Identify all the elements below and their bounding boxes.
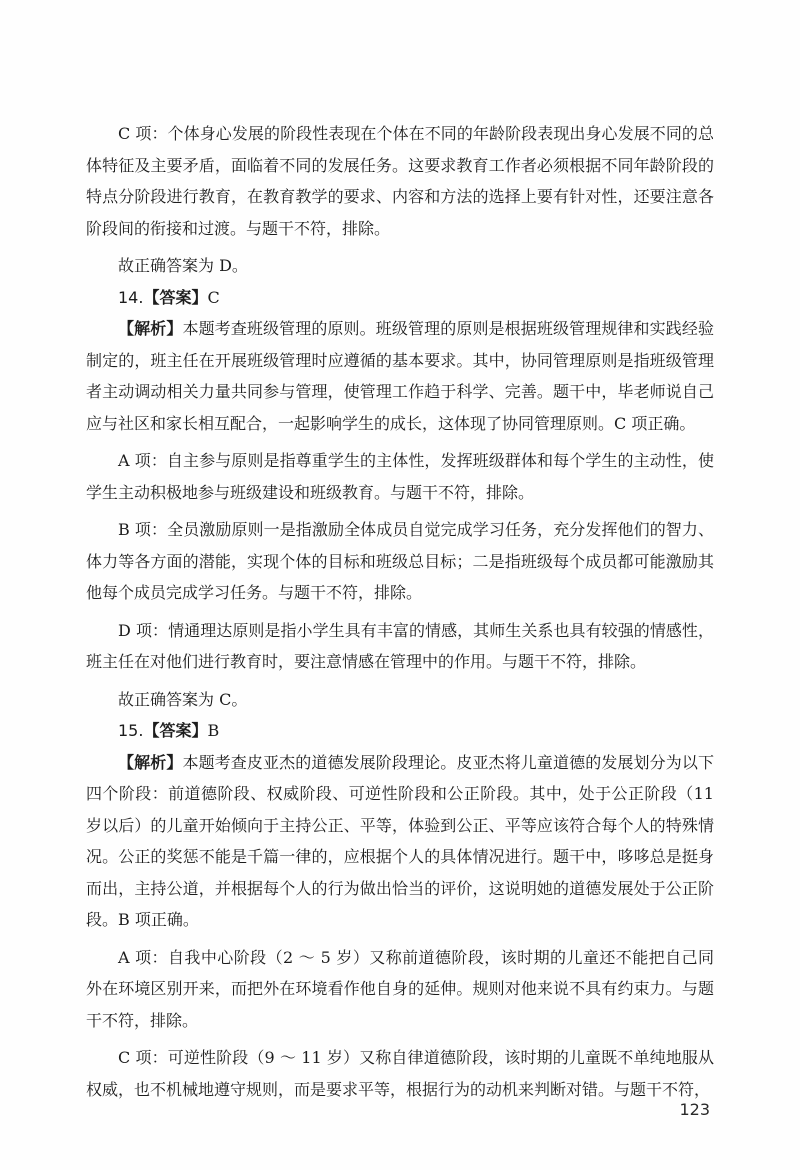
answer-label: 【答案】 xyxy=(143,287,208,307)
paragraph-answer-c xyxy=(86,684,714,716)
question-15-answer xyxy=(86,715,714,747)
answer-label: 【答案】 xyxy=(143,721,208,740)
paragraph-option-d xyxy=(86,615,714,678)
analysis-label: 【解析】 xyxy=(118,319,183,338)
paragraph-text: 本题考查皮亚杰的道德发展阶段理论。皮亚杰将儿童道德的发展划分为以下四个阶段：前道德阶段、权威阶段、可逆性阶段和公正阶段。其中，处于公正阶段（11 岁以后）的儿童开始倾向于主持公正、平等，体验到公正、平等应该符合每个人的特殊情况。公正的奖惩不能是千篇一律的，应根据个人的具体情况进行。题干中，哆哆总是挺身而出，主持公道，并根据每个人的行为做出恰当的评价，这说明她的道德发展处于公正阶段。B 项正确。 xyxy=(86,752,714,929)
paragraph-option-b xyxy=(86,514,714,609)
paragraph-option-c-stage xyxy=(86,118,714,244)
paragraph-text: C 项：个体身心发展的阶段性表现在个体在不同的年龄阶段表现出身心发展不同的总体特征及主要矛盾，面临着不同的发展任务。这要求教育工作者必须根据不同年龄阶段的特点分阶段进行教育，在教育教学的要求、内容和方法的选择上要有针对性，还要注意各阶段间的衔接和过渡。与题干不符，排除。 xyxy=(86,124,714,238)
paragraph-option-a xyxy=(86,445,714,508)
paragraph-answer-d xyxy=(86,250,714,282)
analysis-label: 【解析】 xyxy=(118,752,183,772)
paragraph-text: 本题考查班级管理的原则。班级管理的原则是根据班级管理规律和实践经验制定的，班主任在开展班级管理时应遵循的基本要求。其中，协同管理原则是指班级管理者主动调动相关力量共同参与管理，使管理工作趋于科学、完善。题干中，毕老师说自己应与社区和家长相互配合，一起影响学生的成长，这体现了协同管理原则。C 项正确。 xyxy=(86,319,714,433)
paragraph-text: C 项：可逆性阶段（9 ～ 11 岁）又称自律道德阶段，该时期的儿童既不单纯地服从权威，也不机械地遵守规则，而是要求平等，根据行为的动机来判断对错。与题干不符， xyxy=(86,1048,714,1099)
answer-value: C xyxy=(207,287,220,307)
question-number: 15. xyxy=(118,721,144,740)
question-number: 14. xyxy=(118,287,144,307)
paragraph-option-c-reversible xyxy=(86,1042,714,1105)
answer-value: B xyxy=(207,721,220,740)
paragraph-text: A 项：自主参与原则是指尊重学生的主体性，发挥班级群体和每个学生的主动性，使学生主动积极地参与班级建设和班级教育。与题干不符，排除。 xyxy=(86,451,714,502)
paragraph-text: 故正确答案为 C。 xyxy=(118,689,248,709)
paragraph-text: B 项：全员激励原则一是指激励全体成员自觉完成学习任务，充分发挥他们的智力、体力等各方面的潜能，实现个体的目标和班级总目标；二是指班级每个成员都可能激励其他每个成员完成学习任务。与题干不符，排除。 xyxy=(86,520,714,602)
page-number: 123 xyxy=(679,1100,710,1119)
question-15-analysis xyxy=(86,747,714,936)
paragraph-text: D 项：情通理达原则是指小学生具有丰富的情感，其师生关系也具有较强的情感性，班主任在对他们进行教育时，要注意情感在管理中的作用。与题干不符，排除。 xyxy=(86,620,714,671)
paragraph-text: A 项：自我中心阶段（2 ～ 5 岁）又称前道德阶段，该时期的儿童还不能把自己同外在环境区别开来，而把外在环境看作他自身的延伸。规则对他来说不具有约束力。与题干不符，排除。 xyxy=(86,947,714,1030)
question-14-analysis xyxy=(86,313,714,439)
document-body xyxy=(86,118,714,1111)
paragraph-option-a-egocentric xyxy=(86,942,714,1037)
paragraph-text: 故正确答案为 D。 xyxy=(118,256,248,275)
question-14-answer xyxy=(86,282,714,314)
